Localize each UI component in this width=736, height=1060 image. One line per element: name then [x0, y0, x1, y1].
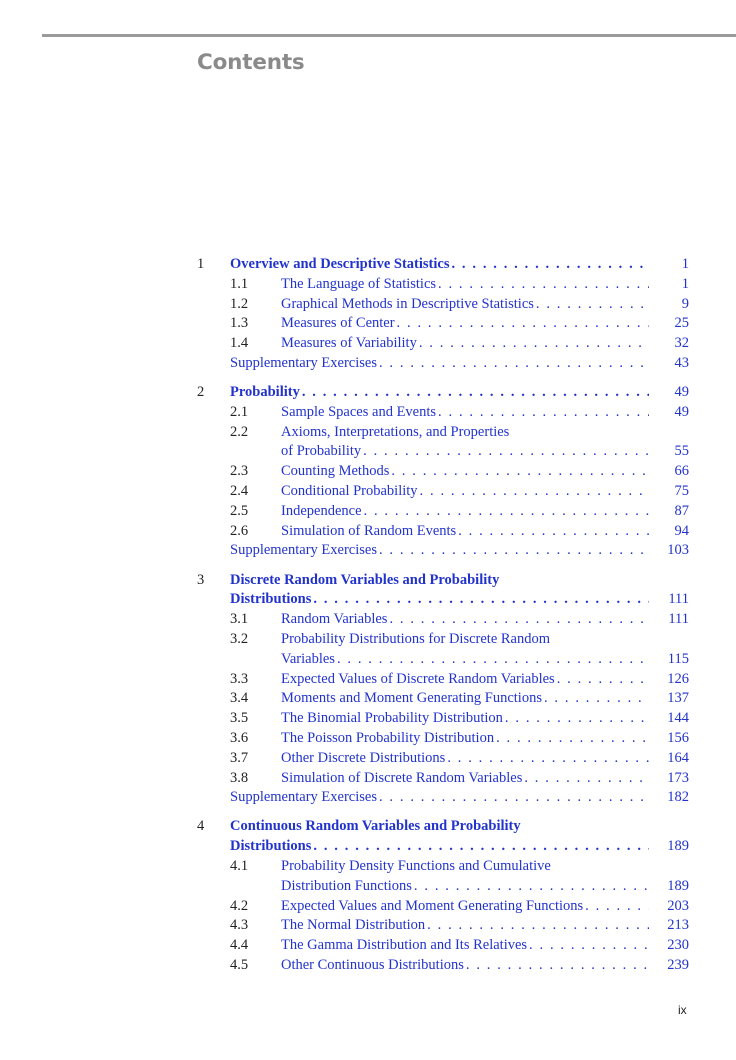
- entry-title[interactable]: The Language of Statistics: [281, 275, 437, 292]
- entry-title[interactable]: The Poisson Probability Distribution: [281, 729, 495, 746]
- page-number-link[interactable]: 189: [667, 877, 689, 894]
- toc-entry[interactable]: [197, 916, 689, 936]
- entry-text[interactable]: [281, 423, 689, 443]
- chapter-gap: [197, 374, 689, 383]
- chapter-number: 3: [197, 571, 205, 588]
- toc-entry[interactable]: [197, 354, 689, 374]
- entry-title[interactable]: Independence: [281, 502, 362, 519]
- entry-text[interactable]: [281, 502, 689, 522]
- page-number-link[interactable]: 182: [667, 789, 689, 806]
- entry-text[interactable]: [281, 275, 689, 295]
- page-number-link[interactable]: 137: [667, 690, 689, 707]
- chapter-gap: [197, 808, 689, 817]
- section-number: 2.2: [230, 423, 249, 440]
- dot-leader: [387, 610, 649, 630]
- toc-chapter-entry[interactable]: [197, 383, 689, 403]
- section-number: 4.1: [230, 858, 249, 874]
- page-number-link[interactable]: 173: [667, 769, 689, 786]
- toc-entry[interactable]: [197, 670, 689, 690]
- section-number: 3.4: [230, 690, 249, 707]
- entry-text[interactable]: [281, 956, 689, 976]
- dot-leader: [456, 522, 649, 542]
- entry-text[interactable]: [281, 314, 689, 334]
- section-number: 4.5: [230, 956, 249, 973]
- entry-text[interactable]: [230, 383, 689, 403]
- entry-title[interactable]: Conditional Probability: [281, 483, 418, 500]
- toc-entry[interactable]: [197, 442, 689, 462]
- entry-text[interactable]: [281, 709, 689, 729]
- section-number: 1.2: [230, 295, 249, 312]
- dot-leader: [377, 354, 649, 374]
- dot-leader: [464, 956, 649, 976]
- dot-leader: [311, 837, 649, 857]
- page-number-link[interactable]: 1: [681, 275, 689, 292]
- dot-leader: [522, 769, 649, 789]
- toc-chapter-entry[interactable]: [197, 255, 689, 275]
- toc-entry[interactable]: [197, 729, 689, 749]
- entry-text[interactable]: [230, 837, 689, 857]
- section-number: 3.3: [230, 670, 249, 687]
- toc-entry[interactable]: [197, 275, 689, 295]
- page-number-link[interactable]: 55: [674, 443, 689, 460]
- entry-title[interactable]: Expected Values of Discrete Random Variables: [281, 670, 555, 687]
- toc-chapter-entry[interactable]: [197, 571, 689, 591]
- toc-entry[interactable]: [197, 936, 689, 956]
- entry-text[interactable]: [281, 857, 689, 877]
- toc-entry[interactable]: [197, 462, 689, 482]
- section-number: 2.3: [230, 463, 249, 480]
- page-number-link[interactable]: 189: [667, 838, 689, 855]
- entry-title[interactable]: Supplementary Exercises: [230, 542, 377, 559]
- entry-text[interactable]: [281, 916, 689, 936]
- toc-entry[interactable]: [197, 788, 689, 808]
- dot-leader: [395, 314, 649, 334]
- section-number: 2.4: [230, 483, 249, 500]
- toc-chapter-entry[interactable]: [197, 590, 689, 610]
- entry-title[interactable]: Probability Density Functions and Cumulative: [281, 858, 551, 874]
- entry-text[interactable]: [281, 749, 689, 769]
- entry-title[interactable]: Sample Spaces and Events: [281, 403, 437, 420]
- entry-title[interactable]: Measures of Center: [281, 315, 395, 332]
- dot-leader: [311, 590, 649, 610]
- entry-text[interactable]: [230, 817, 689, 837]
- entry-title[interactable]: The Normal Distribution: [281, 917, 426, 934]
- page-number-link[interactable]: 1: [681, 256, 689, 272]
- entry-text[interactable]: [281, 689, 689, 709]
- toc-entry[interactable]: [197, 334, 689, 354]
- entry-text[interactable]: [281, 482, 689, 502]
- entry-title[interactable]: Distributions: [230, 591, 312, 608]
- section-number: 1.3: [230, 315, 249, 332]
- page-title: Contents: [197, 50, 305, 75]
- toc-entry[interactable]: [197, 403, 689, 423]
- page-number-link[interactable]: 239: [667, 956, 689, 973]
- page-number: ix: [678, 1003, 687, 1017]
- dot-leader: [425, 916, 649, 936]
- section-number: 2.5: [230, 502, 249, 519]
- section-number: 3.1: [230, 611, 249, 628]
- page-number-link[interactable]: 49: [674, 384, 689, 401]
- section-number: 4.3: [230, 917, 249, 934]
- page-number-link[interactable]: 32: [674, 335, 689, 352]
- dot-leader: [555, 670, 649, 690]
- entry-text[interactable]: [230, 571, 689, 591]
- entry-text[interactable]: [281, 295, 689, 315]
- toc-entry[interactable]: [197, 749, 689, 769]
- entry-text[interactable]: [281, 462, 689, 482]
- dot-leader: [494, 729, 649, 749]
- section-number: 3.8: [230, 769, 249, 786]
- page-number-link[interactable]: 203: [667, 897, 689, 914]
- toc-chapter-entry[interactable]: [197, 817, 689, 837]
- entry-text[interactable]: [281, 769, 689, 789]
- entry-title[interactable]: Expected Values and Moment Generating Functions: [281, 897, 584, 914]
- dot-leader: [412, 877, 649, 897]
- entry-title[interactable]: Other Discrete Distributions: [281, 749, 446, 766]
- section-number: 4.4: [230, 937, 249, 954]
- entry-text[interactable]: [230, 788, 689, 808]
- section-number: 3.2: [230, 630, 249, 647]
- dot-leader: [377, 541, 649, 561]
- toc-entry[interactable]: [197, 689, 689, 709]
- page-number-link[interactable]: 66: [674, 463, 689, 480]
- dot-leader: [542, 689, 649, 709]
- entry-text[interactable]: [281, 522, 689, 542]
- toc-entry[interactable]: [197, 610, 689, 630]
- dot-leader: [449, 255, 649, 275]
- entry-title[interactable]: Other Continuous Distributions: [281, 956, 464, 973]
- page-number-link[interactable]: 213: [667, 917, 689, 934]
- dot-leader: [418, 482, 649, 502]
- table-of-contents: [197, 255, 689, 976]
- toc-entry[interactable]: [197, 709, 689, 729]
- entry-title[interactable]: Overview and Descriptive Statistics: [230, 256, 450, 272]
- toc-chapter-entry[interactable]: [197, 837, 689, 857]
- entry-text[interactable]: [230, 255, 689, 275]
- entry-title[interactable]: Measures of Variability: [281, 335, 417, 352]
- entry-title[interactable]: Simulation of Discrete Random Variables: [281, 769, 523, 786]
- section-number: 4.2: [230, 897, 249, 914]
- entry-title[interactable]: Axioms, Interpretations, and Properties: [281, 423, 510, 440]
- toc-entry[interactable]: [197, 857, 689, 877]
- entry-title[interactable]: Discrete Random Variables and Probability: [230, 571, 500, 588]
- toc-entry[interactable]: [197, 541, 689, 561]
- page-number-link[interactable]: 94: [674, 522, 689, 539]
- entry-title[interactable]: The Binomial Probability Distribution: [281, 710, 503, 727]
- entry-title[interactable]: Counting Methods: [281, 463, 390, 480]
- section-number: 3.6: [230, 729, 249, 746]
- entry-text[interactable]: [281, 670, 689, 690]
- page-number-link[interactable]: 164: [667, 749, 689, 766]
- page-number-link[interactable]: 111: [668, 611, 689, 628]
- dot-leader: [361, 442, 649, 462]
- toc-entry[interactable]: [197, 956, 689, 976]
- page-number-link[interactable]: 9: [681, 295, 689, 312]
- page-number-link[interactable]: 103: [667, 542, 689, 559]
- dot-leader: [377, 788, 649, 808]
- chapter-gap: [197, 561, 689, 570]
- page-number-link[interactable]: 115: [667, 650, 689, 667]
- dot-leader: [335, 650, 649, 670]
- entry-title[interactable]: Continuous Random Variables and Probability: [230, 818, 521, 835]
- dot-leader: [445, 749, 649, 769]
- toc-entry[interactable]: [197, 295, 689, 315]
- page-number-link[interactable]: 156: [667, 729, 689, 746]
- page-number-link[interactable]: 126: [667, 670, 689, 687]
- toc-entry[interactable]: [197, 877, 689, 897]
- entry-title[interactable]: Distributions: [230, 838, 312, 855]
- top-rule: [42, 34, 736, 37]
- entry-text[interactable]: [281, 936, 689, 956]
- dot-leader: [503, 709, 649, 729]
- entry-text[interactable]: [281, 877, 689, 897]
- entry-text[interactable]: [281, 610, 689, 630]
- dot-leader: [583, 897, 649, 917]
- page-number-link[interactable]: 230: [667, 937, 689, 954]
- page-number-link[interactable]: 43: [674, 354, 689, 371]
- entry-title[interactable]: of Probability: [281, 443, 362, 460]
- page-number-link[interactable]: 75: [674, 483, 689, 500]
- dot-leader: [527, 936, 649, 956]
- entry-text[interactable]: [281, 650, 689, 670]
- entry-text[interactable]: [281, 729, 689, 749]
- chapter-number: 2: [197, 384, 205, 401]
- toc-entry[interactable]: [197, 482, 689, 502]
- section-number: 3.5: [230, 710, 249, 727]
- section-number: 3.7: [230, 749, 249, 766]
- chapter-number: 4: [197, 818, 205, 835]
- dot-leader: [417, 334, 649, 354]
- page-number-link[interactable]: 111: [668, 591, 689, 608]
- entry-text[interactable]: [281, 334, 689, 354]
- entry-title[interactable]: Simulation of Random Events: [281, 522, 457, 539]
- entry-title[interactable]: Moments and Moment Generating Functions: [281, 690, 542, 707]
- entry-text[interactable]: [281, 442, 689, 462]
- section-number: 1.1: [230, 275, 249, 292]
- entry-text[interactable]: [281, 897, 689, 917]
- page-number-link[interactable]: 87: [674, 502, 689, 519]
- toc-entry[interactable]: [197, 314, 689, 334]
- entry-title[interactable]: The Gamma Distribution and Its Relatives: [281, 937, 528, 954]
- toc-entry[interactable]: [197, 630, 689, 650]
- entry-title[interactable]: Random Variables: [281, 611, 388, 628]
- section-number: 2.1: [230, 403, 249, 420]
- entry-text[interactable]: [281, 630, 689, 650]
- toc-entry[interactable]: [197, 769, 689, 789]
- dot-leader: [362, 502, 649, 522]
- page-number-link[interactable]: 49: [674, 403, 689, 420]
- dot-leader: [300, 383, 649, 403]
- entry-text[interactable]: [230, 590, 689, 610]
- toc-entry[interactable]: [197, 897, 689, 917]
- entry-text[interactable]: [230, 354, 689, 374]
- chapter-number: 1: [197, 256, 205, 272]
- page-number-link[interactable]: 144: [667, 710, 689, 727]
- entry-title[interactable]: Probability Distributions for Discrete Random: [281, 630, 551, 647]
- entry-title[interactable]: Supplementary Exercises: [230, 354, 377, 371]
- page-number-link[interactable]: 25: [674, 315, 689, 332]
- entry-title[interactable]: Supplementary Exercises: [230, 789, 377, 806]
- entry-title[interactable]: Probability: [230, 384, 300, 401]
- entry-title[interactable]: Graphical Methods in Descriptive Statistics: [281, 295, 534, 312]
- toc-entry[interactable]: [197, 650, 689, 670]
- section-number: 2.6: [230, 522, 249, 539]
- section-number: 1.4: [230, 335, 249, 352]
- toc-entry[interactable]: [197, 502, 689, 522]
- dot-leader: [534, 295, 649, 315]
- dot-leader: [436, 275, 649, 295]
- entry-text[interactable]: [230, 541, 689, 561]
- entry-title[interactable]: Distribution Functions: [281, 877, 412, 894]
- toc-entry[interactable]: [197, 423, 689, 443]
- entry-text[interactable]: [281, 403, 689, 423]
- dot-leader: [389, 462, 649, 482]
- entry-title[interactable]: Variables: [281, 650, 335, 667]
- toc-entry[interactable]: [197, 522, 689, 542]
- dot-leader: [436, 403, 649, 423]
